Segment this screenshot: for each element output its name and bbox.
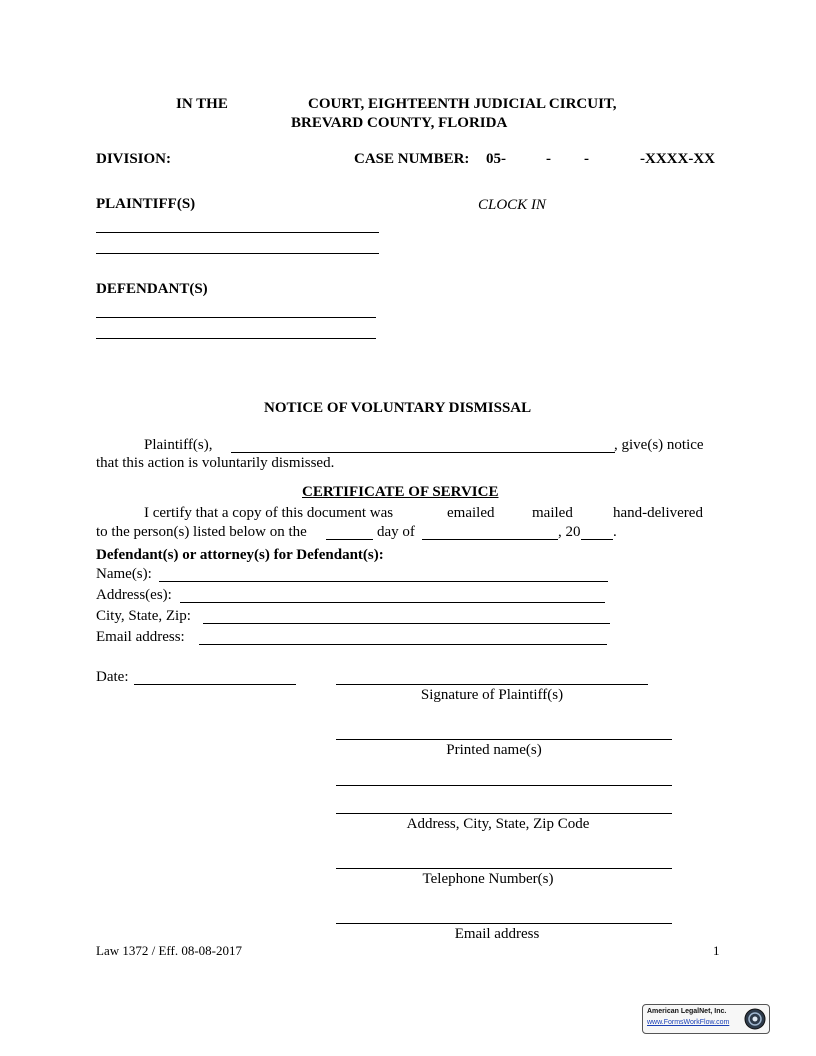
defendants-label: DEFENDANT(S) [96,281,208,297]
division-label: DIVISION: [96,151,172,167]
plaintiffs-label: PLAINTIFF(S) [96,196,196,212]
certificate-heading: CERTIFICATE OF SERVICE [302,484,499,500]
service-line-2d: . [613,524,617,540]
page-number: 1 [713,943,720,958]
notice-line-2: that this action is voluntarily dismissed. [96,455,335,471]
service-month-field[interactable] [422,539,558,540]
notice-plaintiff-name-field[interactable] [231,452,615,453]
case-number-suffix: -XXXX-XX [640,151,715,167]
logo-company: American LegalNet, Inc. [647,1008,727,1015]
sig-email-label: Email address [454,926,540,942]
recipient-heading: Defendant(s) or attorney(s) for Defendant(s): [96,547,384,563]
names-label: Name(s): [96,566,152,582]
globe-icon [744,1008,766,1030]
address-line-2[interactable] [336,813,672,814]
case-number-dash-2: - [584,151,589,167]
service-line-2a: to the person(s) listed below on the [96,524,307,540]
signature-label: Signature of Plaintiff(s) [420,687,564,703]
notice-suffix: , give(s) notice [614,437,704,453]
signature-line[interactable] [336,684,648,685]
option-emailed[interactable]: emailed [447,505,495,521]
option-mailed[interactable]: mailed [532,505,573,521]
service-year-field[interactable] [581,539,613,540]
clock-in-label: CLOCK IN [478,197,546,213]
date-field[interactable] [134,684,296,685]
city-field[interactable] [203,623,610,624]
address-line-1[interactable] [336,785,672,786]
service-day-field[interactable] [326,539,373,540]
case-number-label: CASE NUMBER: [354,151,470,167]
address-city-label: Address, City, State, Zip Code [406,816,590,832]
case-number-dash-1: - [546,151,551,167]
telephone-line[interactable] [336,868,672,869]
defendant-line-1[interactable] [96,317,376,318]
printed-name-label: Printed name(s) [446,742,542,758]
logo-url[interactable]: www.FormsWorkFlow.com [647,1019,730,1026]
date-label: Date: [96,669,129,685]
service-line-2b: day of [377,524,415,540]
case-number-prefix: 05- [486,151,506,167]
telephone-label: Telephone Number(s) [422,871,554,887]
names-field[interactable] [159,581,608,582]
certify-text: I certify that a copy of this document was [144,505,394,521]
service-line-2c: , 20 [558,524,581,540]
county-name: BREVARD COUNTY, FLORIDA [291,115,508,131]
city-label: City, State, Zip: [96,608,191,624]
address-field[interactable] [180,602,605,603]
defendant-line-2[interactable] [96,338,376,339]
form-id: Law 1372 / Eff. 08-08-2017 [96,943,242,958]
printed-name-line[interactable] [336,739,672,740]
notice-plaintiff-prefix: Plaintiff(s), [144,437,213,453]
plaintiff-line-2[interactable] [96,253,379,254]
email-field[interactable] [199,644,607,645]
address-label: Address(es): [96,587,172,603]
sig-email-line[interactable] [336,923,672,924]
option-hand-delivered[interactable]: hand-delivered [613,505,703,521]
court-name: COURT, EIGHTEENTH JUDICIAL CIRCUIT, [308,96,617,112]
plaintiff-line-1[interactable] [96,232,379,233]
in-the-label: IN THE [176,96,228,112]
email-label: Email address: [96,629,185,645]
formsworkflow-logo[interactable] [642,1004,770,1034]
document-title: NOTICE OF VOLUNTARY DISMISSAL [264,400,532,416]
